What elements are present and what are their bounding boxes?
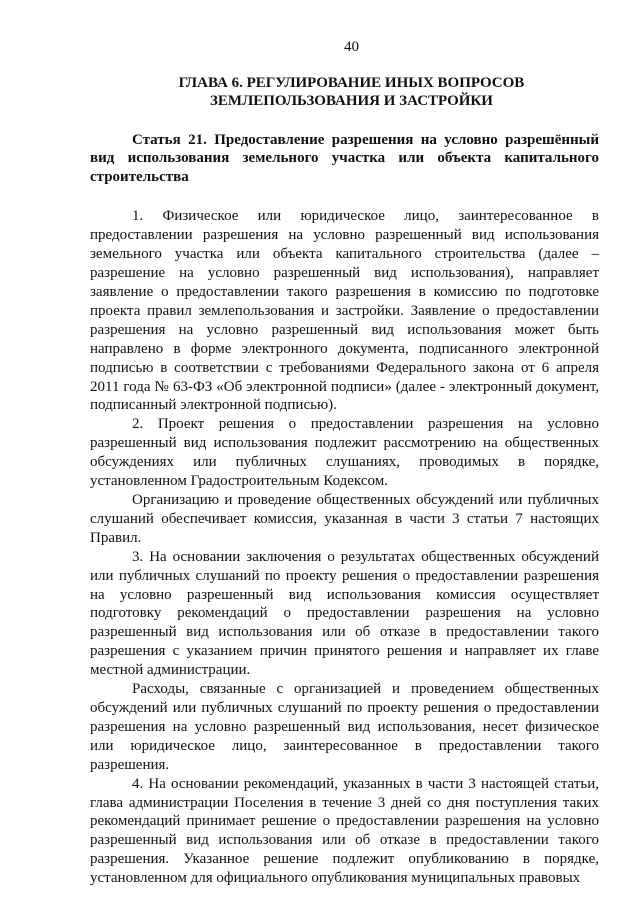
paragraph-3: 3. На основании заключения о результатах общественных обсуждений или публичных слушаний по проекту решения о предоставлении разрешения на условно разрешенный вид использования комиссия осуществляет подготовку рекомендаций о предоставлении разрешения на условно разрешенный вид использования или об отказе в предоставлении такого разрешения с указанием причин принятого решения и направляет их главе местной администрации. (90, 548, 599, 679)
paragraph-3-continuation: Расходы, связанные с организацией и проведением общественных обсуждений или публичных слушаний по проекту решения о предоставлении разрешения на условно разрешенный вид использования, несет физическое или юридическое лицо, заинтересованное в предоставлении такого разрешения. (90, 681, 599, 773)
paragraph-2-continuation: Организацию и проведение общественных обсуждений или публичных слушаний обеспечивает комиссия, указанная в части 3 статьи 7 настоящих Правил. (90, 492, 599, 546)
page-number: 40 (344, 39, 359, 55)
article-body (90, 207, 599, 888)
article-title: Статья 21. Предоставление разрешения на условно разрешённый вид использования земельного участка или объекта капитального строительства (90, 131, 599, 185)
chapter-title: ГЛАВА 6. РЕГУЛИРОВАНИЕ ИНЫХ ВОПРОСОВ ЗЕМЛЕПОЛЬЗОВАНИЯ И ЗАСТРОЙКИ (178, 74, 525, 110)
paragraph-4: 4. На основании рекомендаций, указанных в части 3 настоящей статьи, глава администрации Поселения в течение 3 дней со дня поступления таких рекомендаций принимает решение о предоставлении разрешения на условно разрешенный вид использования или об отказе в предоставлении такого разрешения. Указанное решение подлежит опубликованию в порядке, установленном для официального опубликования муниципальных правовых (90, 775, 599, 887)
paragraph-2: 2. Проект решения о предоставлении разрешения на условно разрешенный вид использования подлежит рассмотрению на общественных обсуждениях или публичных слушаниях, проводимых в порядке, установленном Градостроительным Кодексом. (90, 416, 599, 490)
paragraph-1: 1. Физическое или юридическое лицо, заинтересованное в предоставлении разрешения на условно разрешенный вид использования земельного участка или объекта капитального строительства (далее – разрешение на условно разрешенный вид использования), направляет заявление о предоставлении такого разрешения в комиссию по подготовке проекта правил землепользования и застройки. Заявление о предоставлении разрешения на условно разрешенный вид использования может быть направлено в форме электронного документа, подписанного электронной подписью в соответствии с требованиями Федерального закона от 6 апреля 2011 года № 63-ФЗ «Об электронной подписи» (далее - электронный документ, подписанный электронной подписью). (90, 208, 599, 414)
